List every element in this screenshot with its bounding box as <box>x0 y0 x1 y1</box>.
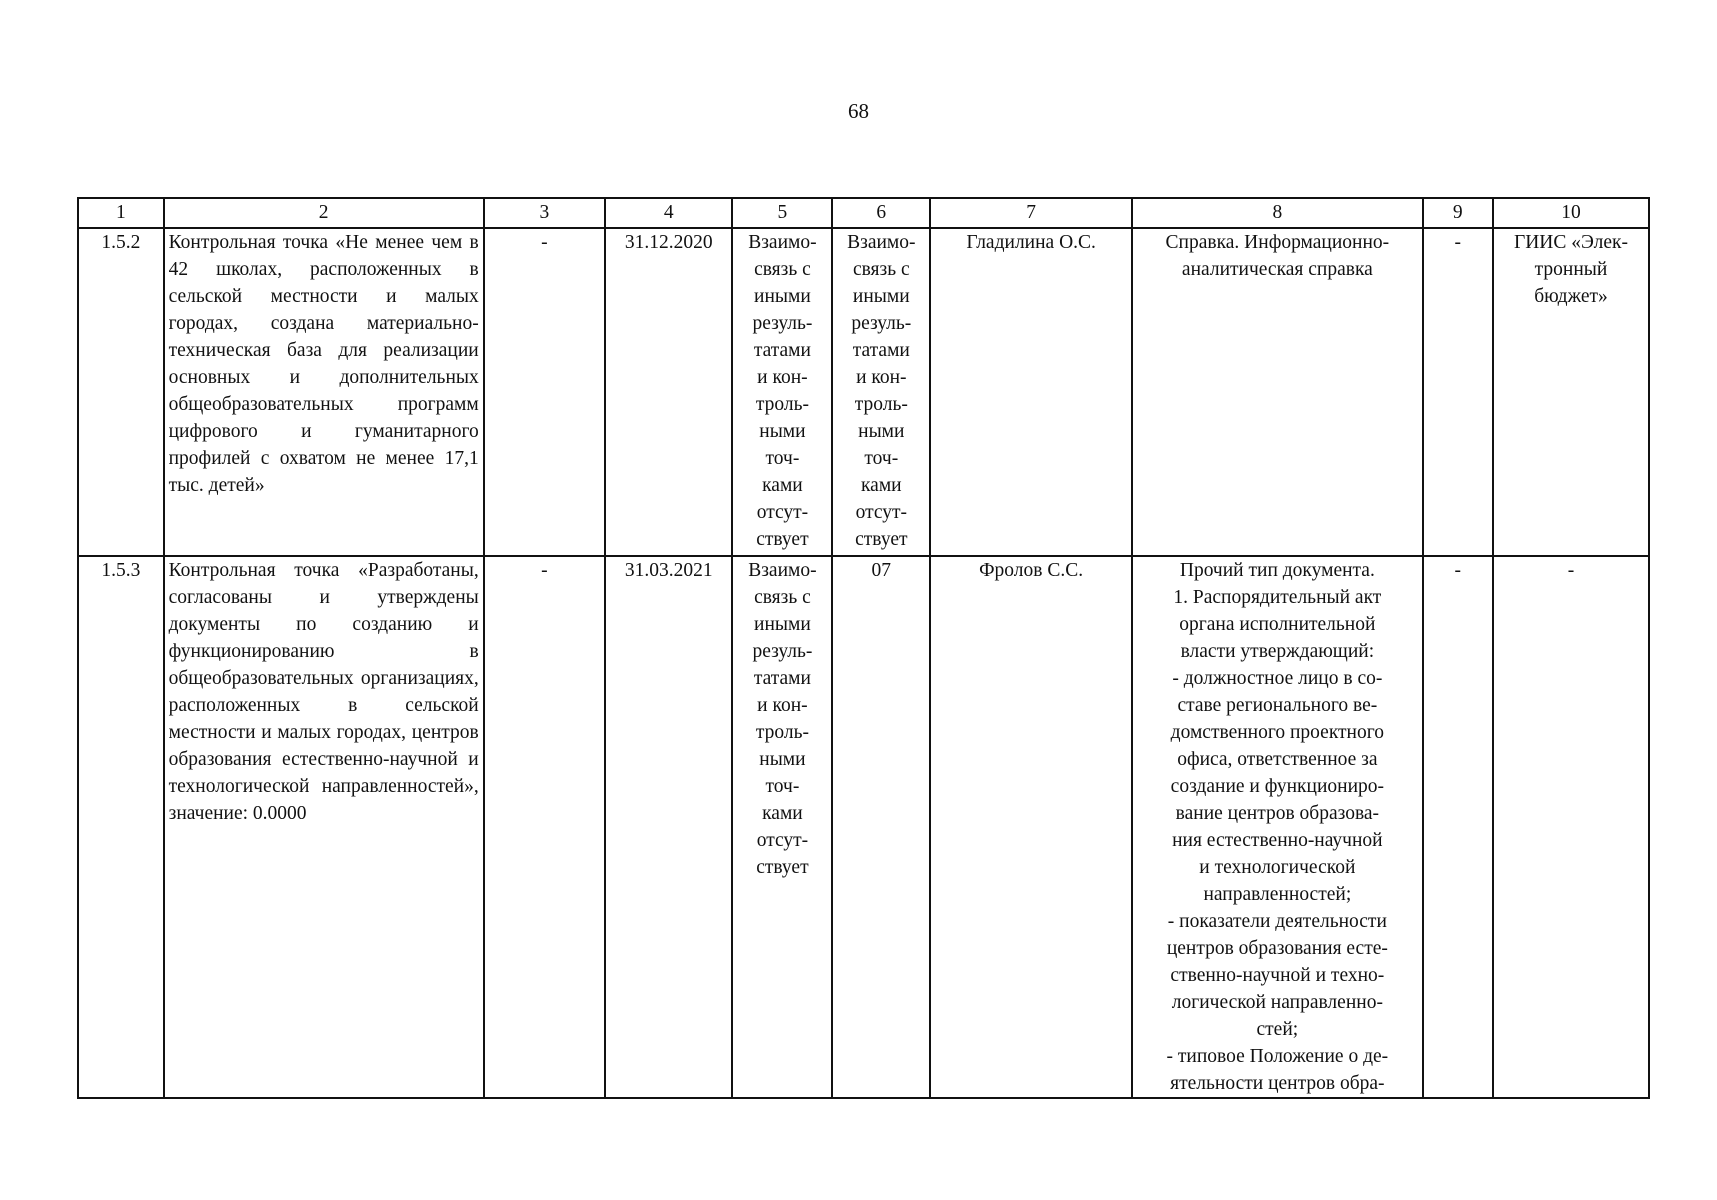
result-document-cell: Прочий тип документа. 1. Распорядительный акт органа исполнительной власти утверждающий: - должностное лицо в со- ставе регионального ве- домственного проектного офиса, ответственное за создание и функциониро- вание центров образова- ния естественно-научной и технологической направленностей; - показатели деятельности центров образования есте- ственно-научной и техно- логической направленно- стей; - типовое Положение о де- ятельности центров обра- <box>1132 556 1423 1098</box>
header-row <box>78 198 1649 228</box>
column-header-7: 7 <box>930 198 1132 228</box>
table-row <box>78 556 1649 1098</box>
column-header-10: 10 <box>1493 198 1649 228</box>
predecessor-cell: Взаимо- связь с иными резуль- татами и кон- троль- ными точ- ками отсут- ствует <box>732 556 832 1098</box>
successor-cell: Взаимо- связь с иными резуль- татами и кон- троль- ными точ- ками отсут- ствует <box>832 228 930 556</box>
column-header-9: 9 <box>1423 198 1493 228</box>
control-points-table <box>77 197 1650 1099</box>
control-point-name-cell: Контрольная точка «Не менее чем в 42 школах, расположенных в сельской местности и малых городах, создана материально-техническая база для реализации основных и дополнительных общеобразовательных программ цифрового и гуманитарного профилей с охватом не менее 17,1 тыс. детей» <box>164 228 484 556</box>
column-header-1: 1 <box>78 198 164 228</box>
information-system-cell: ГИИС «Элек- тронный бюджет» <box>1493 228 1649 556</box>
column-header-4: 4 <box>605 198 732 228</box>
responsible-person-cell: Гладилина О.С. <box>930 228 1132 556</box>
level-cell: - <box>1423 556 1493 1098</box>
start-date-cell: - <box>484 228 605 556</box>
level-cell: - <box>1423 228 1493 556</box>
table-row <box>78 228 1649 556</box>
column-header-2: 2 <box>164 198 484 228</box>
row-number-cell: 1.5.2 <box>78 228 164 556</box>
control-point-name-cell: Контрольная точка «Разработаны, согласованы и утверждены документы по созданию и функционированию в общеобразовательных организациях, расположенных в сельской местности и малых городах, центров образования естественно-научной и технологической направленностей», значение: 0.0000 <box>164 556 484 1098</box>
predecessor-cell: Взаимо- связь с иными резуль- татами и кон- троль- ными точ- ками отсут- ствует <box>732 228 832 556</box>
row-number-cell: 1.5.3 <box>78 556 164 1098</box>
page-number: 68 <box>848 99 869 123</box>
start-date-cell: - <box>484 556 605 1098</box>
result-document-cell: Справка. Информационно- аналитическая справка <box>1132 228 1423 556</box>
information-system-cell: - <box>1493 556 1649 1098</box>
end-date-cell: 31.12.2020 <box>605 228 732 556</box>
column-header-3: 3 <box>484 198 605 228</box>
responsible-person-cell: Фролов С.С. <box>930 556 1132 1098</box>
successor-cell: 07 <box>832 556 930 1098</box>
column-header-6: 6 <box>832 198 930 228</box>
column-header-5: 5 <box>732 198 832 228</box>
end-date-cell: 31.03.2021 <box>605 556 732 1098</box>
column-header-8: 8 <box>1132 198 1423 228</box>
